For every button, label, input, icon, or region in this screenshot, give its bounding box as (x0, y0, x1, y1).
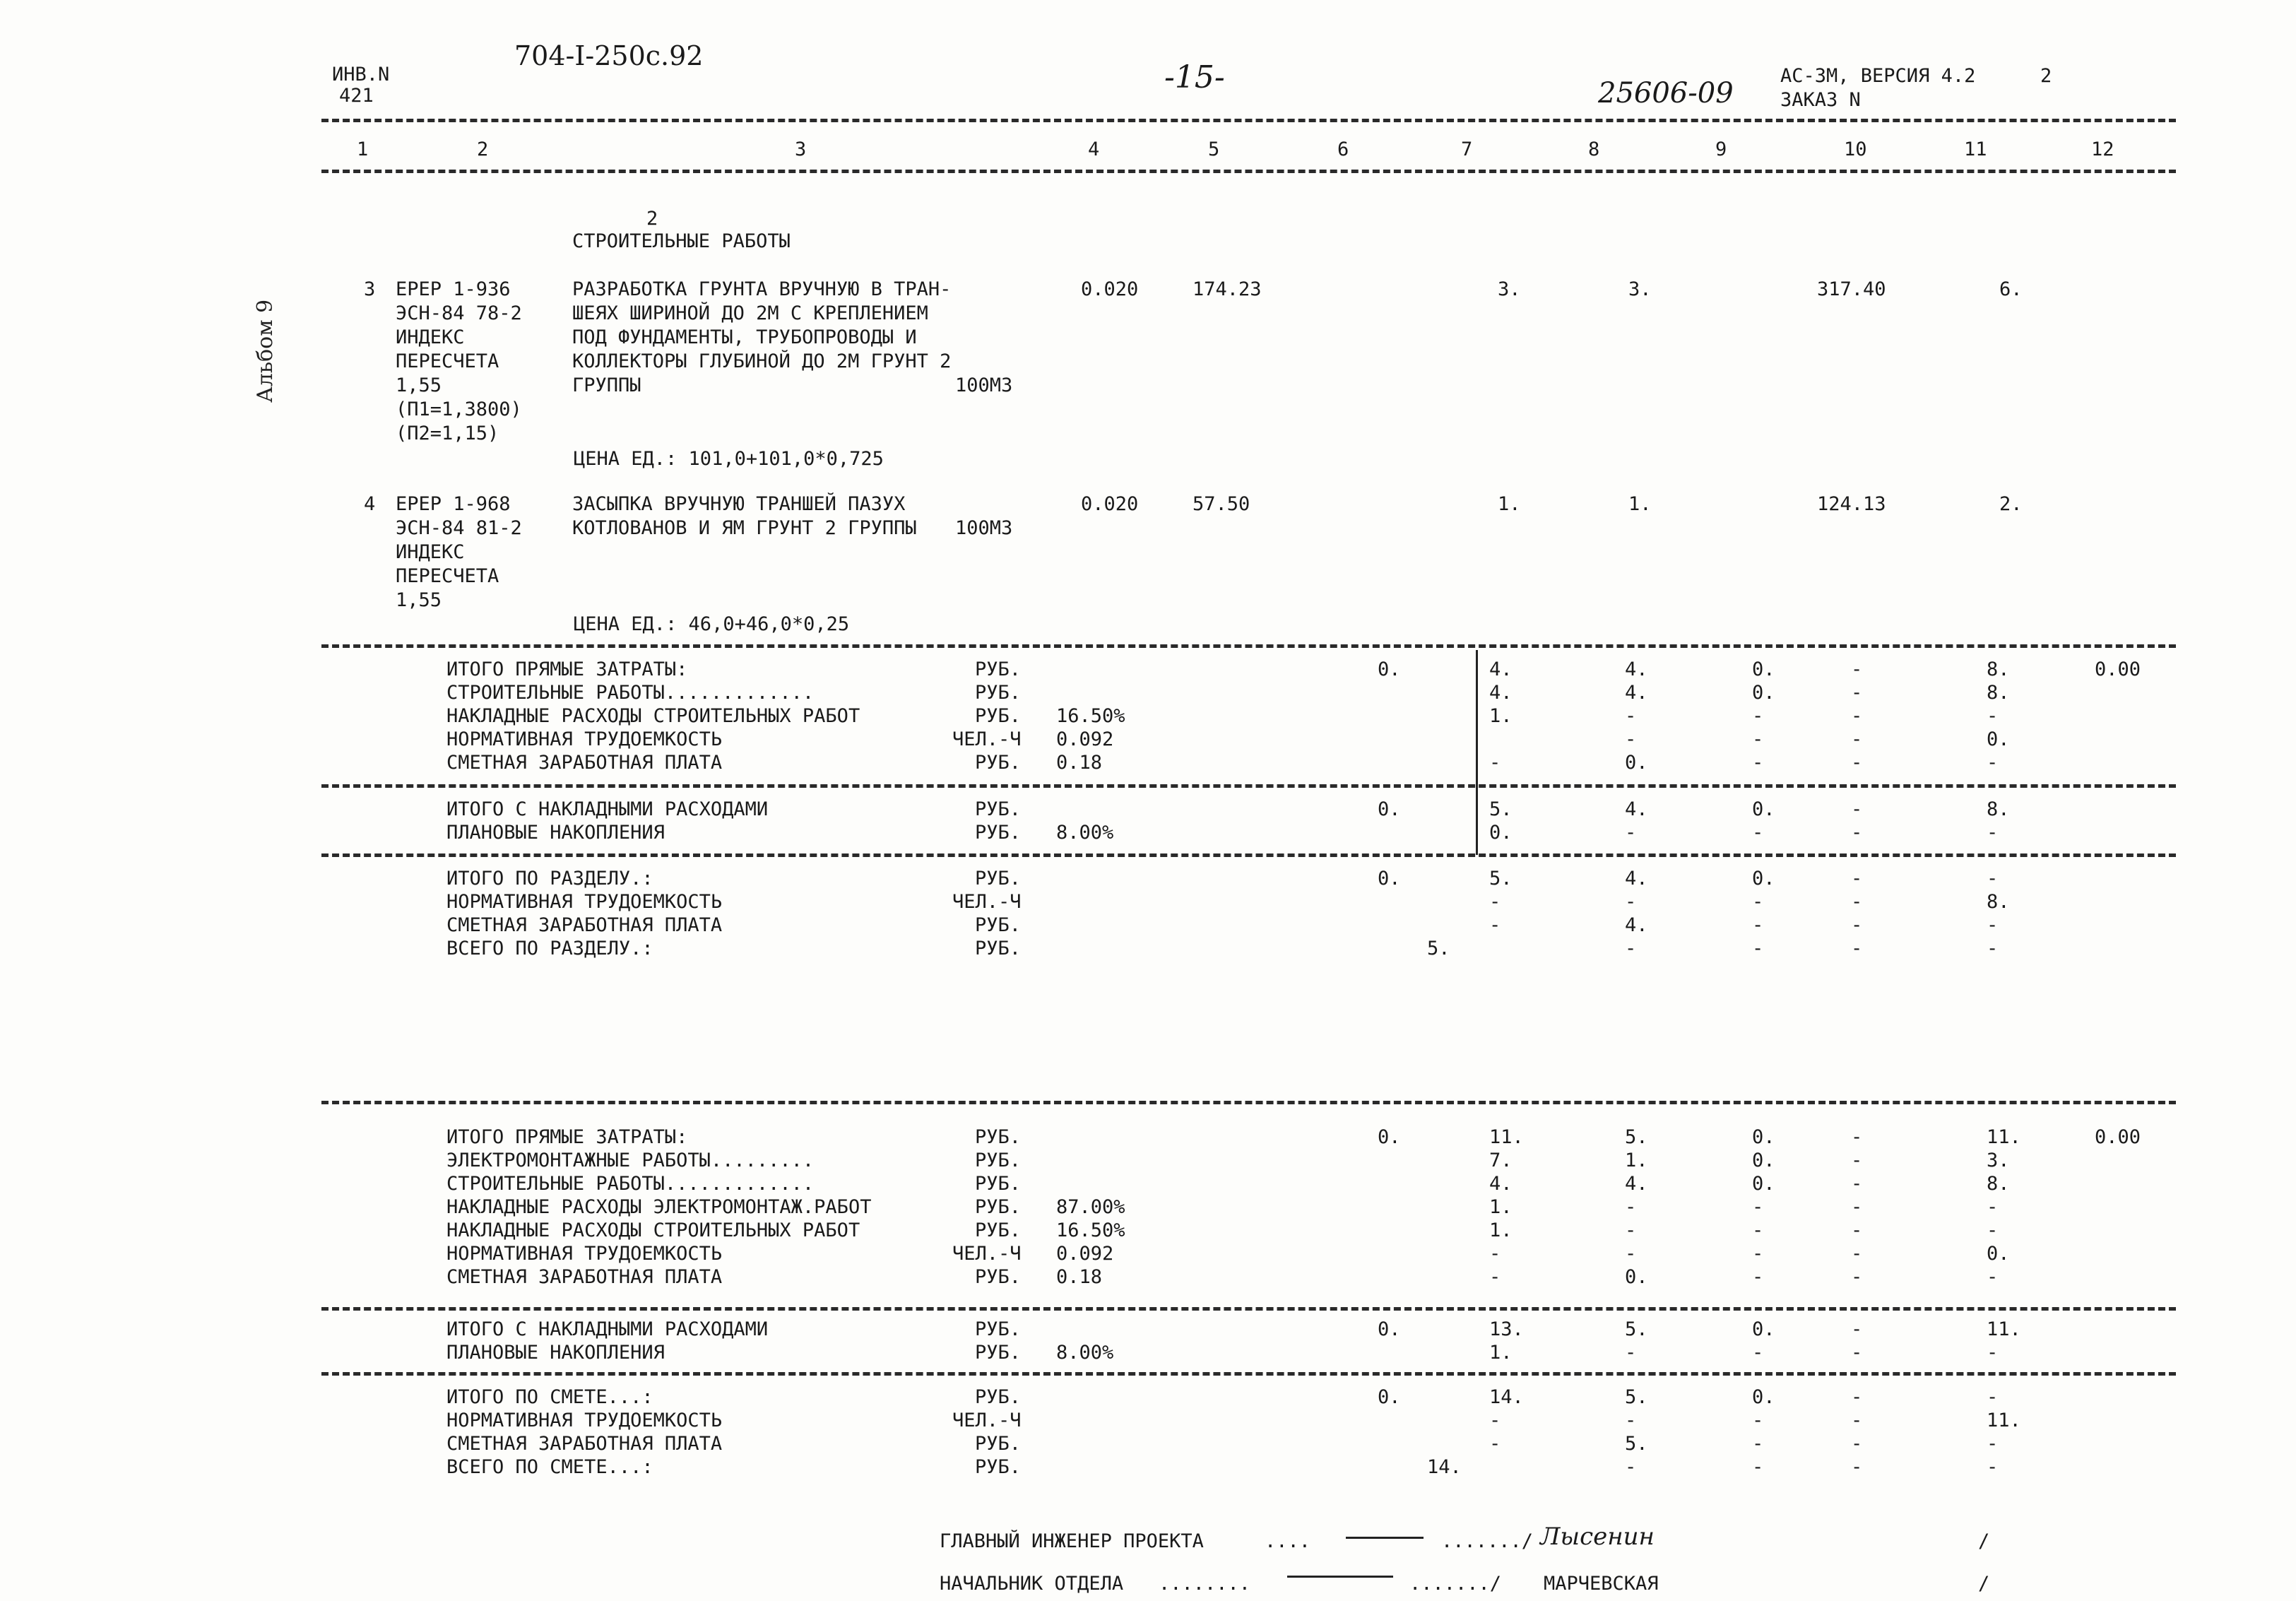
summary-value-c11: 8. (1987, 798, 2010, 820)
summary-unit: РУБ. (975, 822, 1022, 844)
summary-rate: 16.50% (1056, 1219, 1125, 1241)
summary-unit: РУБ. (975, 1150, 1022, 1171)
summary-value-c11: - (1987, 1196, 1999, 1218)
summary-value-c10: - (1851, 938, 1863, 959)
signature-name-chief-engineer: Лысенин (1540, 1523, 1655, 1551)
summary-rate: 0.18 (1056, 752, 1103, 774)
summary-value-c6: 0. (1378, 868, 1401, 890)
summary-value-c8: 0. (1625, 752, 1648, 774)
summary-value-c8: - (1625, 705, 1637, 727)
summary-value-c7: 5. (1489, 868, 1513, 890)
item-code-line: 1,55 (396, 374, 442, 396)
summary-value-c8: - (1625, 938, 1637, 959)
item-quantity: 0.020 (1081, 278, 1139, 300)
section-title: СТРОИТЕЛЬНЫЕ РАБОТЫ (572, 230, 791, 252)
summary-value-c10: - (1851, 752, 1863, 774)
summary-label: СМЕТНАЯ ЗАРАБОТНАЯ ПЛАТА (446, 1433, 723, 1455)
summary-unit: РУБ. (975, 1173, 1022, 1195)
summary-value-c10: - (1851, 822, 1863, 844)
summary-label: ВСЕГО ПО СМЕТЕ...: (446, 1456, 653, 1478)
summary-unit: РУБ. (975, 705, 1022, 727)
summary-value-c10: - (1851, 1342, 1863, 1364)
item-labor-hours: 317.40 (1817, 278, 1886, 300)
summary-label: ИТОГО ПРЯМЫЕ ЗАТРАТЫ: (446, 658, 688, 680)
item-cost-total: 1. (1498, 493, 1521, 515)
summary-unit: ЧЕЛ.-Ч (952, 728, 1022, 750)
summary-unit: ЧЕЛ.-Ч (952, 1243, 1022, 1265)
dashed-rule (321, 1372, 2176, 1376)
summary-unit: РУБ. (975, 914, 1022, 936)
summary-value-c8: 5. (1625, 1126, 1648, 1148)
summary-value-c8: 4. (1625, 658, 1648, 680)
summary-value-c11: - (1987, 1342, 1999, 1364)
item-code-line: (П2=1,15) (396, 423, 499, 444)
summary-value-c9: - (1752, 705, 1764, 727)
summary-value-c10: - (1851, 1150, 1863, 1171)
summary-rate: 0.18 (1056, 1266, 1103, 1288)
summary-value-c7: 5. (1489, 798, 1513, 820)
summary-value-c10: - (1851, 1243, 1863, 1265)
summary-value-c10: - (1851, 1318, 1863, 1340)
summary-value-c10: - (1851, 1126, 1863, 1148)
summary-value-c11: - (1987, 822, 1999, 844)
program-version: АС-3М, ВЕРСИЯ 4.2 (1780, 65, 1976, 87)
summary-value-c12: 0.00 (2095, 658, 2141, 680)
summary-value-c11: - (1987, 1266, 1999, 1288)
summary-value-c8: 5. (1625, 1318, 1648, 1340)
column-number: 6 (1337, 138, 1349, 160)
summary-value-c6: 14. (1427, 1456, 1462, 1478)
dashed-rule (321, 1101, 2176, 1104)
summary-value-c7: - (1489, 752, 1501, 774)
summary-value-c7: 1. (1489, 1196, 1513, 1218)
summary-label: НОРМАТИВНАЯ ТРУДОЕМКОСТЬ (446, 891, 723, 913)
summary-unit: РУБ. (975, 1318, 1022, 1340)
summary-unit: ЧЕЛ.-Ч (952, 891, 1022, 913)
item-unit: 100М3 (955, 517, 1013, 539)
summary-value-c9: - (1752, 914, 1764, 936)
summary-value-c6: 0. (1378, 1126, 1401, 1148)
summary-unit: РУБ. (975, 1126, 1022, 1148)
summary-value-c11: - (1987, 868, 1999, 890)
summary-value-c10: - (1851, 1410, 1863, 1431)
summary-value-c11: 11. (1987, 1410, 2021, 1431)
summary-value-c8: 4. (1625, 914, 1648, 936)
column-number: 12 (2091, 138, 2114, 160)
item-description-line: ГРУППЫ (572, 374, 641, 396)
summary-value-c8: - (1625, 891, 1637, 913)
dashed-rule (321, 644, 2176, 648)
summary-value-c6: 0. (1378, 1318, 1401, 1340)
summary-value-c11: - (1987, 705, 1999, 727)
summary-value-c9: 0. (1752, 1150, 1775, 1171)
summary-value-c6: 0. (1378, 1386, 1401, 1408)
summary-unit: РУБ. (975, 1433, 1022, 1455)
summary-value-c9: - (1752, 728, 1764, 750)
summary-rate: 87.00% (1056, 1196, 1125, 1218)
item-code-line: ПЕРЕСЧЕТА (396, 350, 499, 372)
column-number: 11 (1964, 138, 1987, 160)
signature-mark (1287, 1576, 1393, 1578)
summary-value-c12: 0.00 (2095, 1126, 2141, 1148)
summary-value-c8: - (1625, 1342, 1637, 1364)
summary-value-c7: 14. (1489, 1386, 1524, 1408)
summary-value-c9: - (1752, 1456, 1764, 1478)
margin-note: Альбом 9 (253, 299, 278, 403)
summary-value-c10: - (1851, 891, 1863, 913)
summary-label: СТРОИТЕЛЬНЫЕ РАБОТЫ............. (446, 682, 815, 704)
item-description-line: РАЗРАБОТКА ГРУНТА ВРУЧНУЮ В ТРАН- (572, 278, 952, 300)
signature-slash: / (1978, 1573, 1990, 1595)
summary-label: НОРМАТИВНАЯ ТРУДОЕМКОСТЬ (446, 1243, 723, 1265)
summary-value-c9: - (1752, 752, 1764, 774)
summary-value-c10: - (1851, 1219, 1863, 1241)
item-quantity: 0.020 (1081, 493, 1139, 515)
item-description-line: ПОД ФУНДАМЕНТЫ, ТРУБОПРОВОДЫ И (572, 326, 917, 348)
summary-label: ИТОГО С НАКЛАДНЫМИ РАСХОДАМИ (446, 1318, 769, 1340)
signature-name-department-head: МАРЧЕВСКАЯ (1544, 1573, 1659, 1595)
summary-value-c10: - (1851, 1173, 1863, 1195)
summary-unit: РУБ. (975, 1266, 1022, 1288)
summary-value-c9: 0. (1752, 1126, 1775, 1148)
summary-value-c9: - (1752, 1219, 1764, 1241)
signature-role-department-head: НАЧАЛЬНИК ОТДЕЛА (940, 1573, 1124, 1595)
signature-slash: / (1978, 1530, 1990, 1552)
doc-number: 25606-09 (1598, 77, 1734, 110)
summary-value-c11: 11. (1987, 1318, 2021, 1340)
summary-value-c6: 0. (1378, 798, 1401, 820)
item-description-line: КОЛЛЕКТОРЫ ГЛУБИНОЙ ДО 2М ГРУНТ 2 (572, 350, 952, 372)
summary-label: ЭЛЕКТРОМОНТАЖНЫЕ РАБОТЫ......... (446, 1150, 815, 1171)
column-number: 8 (1588, 138, 1600, 160)
summary-value-c11: - (1987, 1219, 1999, 1241)
summary-label: ПЛАНОВЫЕ НАКОПЛЕНИЯ (446, 822, 665, 844)
summary-value-c11: 0. (1987, 1243, 2010, 1265)
summary-value-c9: - (1752, 891, 1764, 913)
item-wage: 6. (1999, 278, 2023, 300)
summary-label: СМЕТНАЯ ЗАРАБОТНАЯ ПЛАТА (446, 914, 723, 936)
summary-value-c7: 7. (1489, 1150, 1513, 1171)
column-number: 2 (477, 138, 489, 160)
summary-label: ИТОГО ПРЯМЫЕ ЗАТРАТЫ: (446, 1126, 688, 1148)
summary-rate: 8.00% (1056, 1342, 1114, 1364)
summary-unit: РУБ. (975, 868, 1022, 890)
item-price-formula: ЦЕНА ЕД.: 46,0+46,0*0,25 (574, 613, 850, 635)
summary-value-c9: 0. (1752, 682, 1775, 704)
summary-rate: 0.092 (1056, 1243, 1114, 1265)
summary-value-c8: - (1625, 1243, 1637, 1265)
summary-value-c7: 1. (1489, 1342, 1513, 1364)
column-number: 1 (357, 138, 369, 160)
column-number: 7 (1461, 138, 1473, 160)
summary-label: ИТОГО ПО СМЕТЕ...: (446, 1386, 653, 1408)
summary-value-c11: - (1987, 1456, 1999, 1478)
signature-dots: ......./ (1441, 1530, 1534, 1552)
summary-label: НАКЛАДНЫЕ РАСХОДЫ СТРОИТЕЛЬНЫХ РАБОТ (446, 1219, 860, 1241)
summary-value-c10: - (1851, 868, 1863, 890)
summary-value-c8: 1. (1625, 1150, 1648, 1171)
summary-unit: РУБ. (975, 798, 1022, 820)
item-cost-labor: 1. (1628, 493, 1652, 515)
inv-label: ИНВ.N (332, 64, 390, 85)
summary-rate: 0.092 (1056, 728, 1114, 750)
summary-label: ИТОГО ПО РАЗДЕЛУ.: (446, 868, 653, 890)
summary-value-c8: 5. (1625, 1386, 1648, 1408)
inv-number: 421 (339, 85, 374, 107)
summary-rate: 16.50% (1056, 705, 1125, 727)
summary-value-c9: 0. (1752, 1173, 1775, 1195)
summary-value-c9: - (1752, 938, 1764, 959)
summary-value-c7: - (1489, 1433, 1501, 1455)
item-code-line: ЭСН-84 81-2 (396, 517, 522, 539)
summary-label: НОРМАТИВНАЯ ТРУДОЕМКОСТЬ (446, 1410, 723, 1431)
signature-dots: ........ (1159, 1573, 1251, 1595)
summary-value-c9: 0. (1752, 1386, 1775, 1408)
summary-value-c8: 4. (1625, 798, 1648, 820)
summary-value-c9: - (1752, 822, 1764, 844)
item-code-line: ЕРЕР 1-968 (396, 493, 511, 515)
summary-value-c10: - (1851, 1433, 1863, 1455)
summary-unit: РУБ. (975, 938, 1022, 959)
summary-value-c8: - (1625, 1410, 1637, 1431)
summary-value-c8: - (1625, 728, 1637, 750)
summary-value-c7: 11. (1489, 1126, 1524, 1148)
summary-value-c8: - (1625, 1219, 1637, 1241)
column-number: 9 (1715, 138, 1727, 160)
summary-label: ИТОГО С НАКЛАДНЫМИ РАСХОДАМИ (446, 798, 769, 820)
item-unit-price: 174.23 (1193, 278, 1262, 300)
summary-value-c7: - (1489, 1266, 1501, 1288)
summary-value-c9: - (1752, 1410, 1764, 1431)
summary-value-c11: 8. (1987, 682, 2010, 704)
summary-value-c10: - (1851, 1266, 1863, 1288)
summary-label: НОРМАТИВНАЯ ТРУДОЕМКОСТЬ (446, 728, 723, 750)
summary-unit: РУБ. (975, 1342, 1022, 1364)
summary-value-c11: 3. (1987, 1150, 2010, 1171)
item-number: 4 (364, 493, 376, 515)
summary-value-c10: - (1851, 658, 1863, 680)
summary-value-c10: - (1851, 728, 1863, 750)
summary-value-c8: 5. (1625, 1433, 1648, 1455)
summary-label: ПЛАНОВЫЕ НАКОПЛЕНИЯ (446, 1342, 665, 1364)
summary-label: НАКЛАДНЫЕ РАСХОДЫ ЭЛЕКТРОМОНТАЖ.РАБОТ (446, 1196, 872, 1218)
summary-value-c9: 0. (1752, 798, 1775, 820)
summary-value-c8: 4. (1625, 682, 1648, 704)
item-cost-total: 3. (1498, 278, 1521, 300)
summary-value-c7: 13. (1489, 1318, 1524, 1340)
summary-value-c9: - (1752, 1266, 1764, 1288)
dashed-rule (321, 170, 2176, 173)
pen-stroke (1476, 650, 1478, 855)
item-code-line: ИНДЕКС (396, 541, 465, 563)
summary-value-c6: 5. (1427, 938, 1450, 959)
signature-dots: .... (1265, 1530, 1311, 1552)
dashed-rule (321, 784, 2176, 788)
item-cost-labor: 3. (1628, 278, 1652, 300)
summary-value-c7: - (1489, 1243, 1501, 1265)
signature-mark (1346, 1537, 1424, 1539)
summary-value-c10: - (1851, 1196, 1863, 1218)
summary-value-c9: 0. (1752, 658, 1775, 680)
summary-unit: РУБ. (975, 1456, 1022, 1478)
item-labor-hours: 124.13 (1817, 493, 1886, 515)
summary-value-c7: 0. (1489, 822, 1513, 844)
summary-value-c9: - (1752, 1433, 1764, 1455)
summary-value-c9: - (1752, 1342, 1764, 1364)
summary-unit: РУБ. (975, 1386, 1022, 1408)
dashed-rule (321, 853, 2176, 857)
dashed-rule (321, 1307, 2176, 1311)
signature-dots: ......./ (1409, 1573, 1502, 1595)
summary-unit: РУБ. (975, 682, 1022, 704)
summary-label: ВСЕГО ПО РАЗДЕЛУ.: (446, 938, 653, 959)
summary-value-c7: - (1489, 891, 1501, 913)
column-number: 4 (1088, 138, 1100, 160)
summary-value-c9: 0. (1752, 868, 1775, 890)
summary-value-c11: 0. (1987, 728, 2010, 750)
summary-value-c10: - (1851, 1456, 1863, 1478)
item-code-line: ПЕРЕСЧЕТА (396, 565, 499, 587)
item-wage: 2. (1999, 493, 2023, 515)
summary-label: СМЕТНАЯ ЗАРАБОТНАЯ ПЛАТА (446, 1266, 723, 1288)
item-price-formula: ЦЕНА ЕД.: 101,0+101,0*0,725 (574, 448, 884, 470)
project-code: 704-I-250с.92 (514, 40, 704, 71)
summary-value-c8: - (1625, 1456, 1637, 1478)
summary-rate: 8.00% (1056, 822, 1114, 844)
summary-value-c8: - (1625, 822, 1637, 844)
program-extra: 2 (2040, 65, 2052, 87)
summary-value-c7: 4. (1489, 682, 1513, 704)
item-description-line: ЗАСЫПКА ВРУЧНУЮ ТРАНШЕЙ ПАЗУХ (572, 493, 906, 515)
summary-value-c10: - (1851, 798, 1863, 820)
summary-value-c9: - (1752, 1243, 1764, 1265)
summary-value-c8: - (1625, 1196, 1637, 1218)
item-code-line: ИНДЕКС (396, 326, 465, 348)
summary-value-c7: - (1489, 914, 1501, 936)
item-description-line: КОТЛОВАНОВ И ЯМ ГРУНТ 2 ГРУППЫ (572, 517, 917, 539)
item-unit-price: 57.50 (1193, 493, 1250, 515)
item-code-line: 1,55 (396, 589, 442, 611)
page-number: -15- (1164, 59, 1225, 95)
summary-label: СМЕТНАЯ ЗАРАБОТНАЯ ПЛАТА (446, 752, 723, 774)
summary-value-c8: 0. (1625, 1266, 1648, 1288)
summary-unit: РУБ. (975, 658, 1022, 680)
dashed-rule (321, 119, 2176, 122)
item-number: 3 (364, 278, 376, 300)
summary-value-c10: - (1851, 914, 1863, 936)
summary-value-c11: - (1987, 1433, 1999, 1455)
summary-value-c10: - (1851, 705, 1863, 727)
summary-value-c11: - (1987, 752, 1999, 774)
item-description-line: ШЕЯХ ШИРИНОЙ ДО 2М С КРЕПЛЕНИЕМ (572, 302, 928, 324)
summary-value-c6: 0. (1378, 658, 1401, 680)
summary-value-c11: 8. (1987, 1173, 2010, 1195)
summary-label: НАКЛАДНЫЕ РАСХОДЫ СТРОИТЕЛЬНЫХ РАБОТ (446, 705, 860, 727)
column-number: 10 (1844, 138, 1867, 160)
summary-value-c9: - (1752, 1196, 1764, 1218)
summary-value-c7: 1. (1489, 705, 1513, 727)
summary-value-c11: - (1987, 1386, 1999, 1408)
summary-value-c7: - (1489, 1410, 1501, 1431)
order-label: ЗАКАЗ N (1780, 89, 1861, 111)
summary-value-c8: 4. (1625, 1173, 1648, 1195)
item-code-line: ЭСН-84 78-2 (396, 302, 522, 324)
summary-value-c8: 4. (1625, 868, 1648, 890)
signature-role-chief-engineer: ГЛАВНЫЙ ИНЖЕНЕР ПРОЕКТА (940, 1530, 1204, 1552)
item-code-line: ЕРЕР 1-936 (396, 278, 511, 300)
summary-value-c11: - (1987, 938, 1999, 959)
summary-value-c11: 11. (1987, 1126, 2021, 1148)
column-number: 3 (795, 138, 807, 160)
summary-label: СТРОИТЕЛЬНЫЕ РАБОТЫ............. (446, 1173, 815, 1195)
column-number: 5 (1208, 138, 1220, 160)
section-number: 2 (646, 208, 658, 230)
summary-value-c11: 8. (1987, 891, 2010, 913)
summary-value-c9: 0. (1752, 1318, 1775, 1340)
summary-value-c10: - (1851, 1386, 1863, 1408)
summary-unit: РУБ. (975, 752, 1022, 774)
summary-value-c7: 4. (1489, 1173, 1513, 1195)
item-code-line: (П1=1,3800) (396, 398, 522, 420)
summary-unit: ЧЕЛ.-Ч (952, 1410, 1022, 1431)
summary-unit: РУБ. (975, 1196, 1022, 1218)
summary-value-c10: - (1851, 682, 1863, 704)
summary-value-c11: - (1987, 914, 1999, 936)
summary-unit: РУБ. (975, 1219, 1022, 1241)
summary-value-c7: 4. (1489, 658, 1513, 680)
summary-value-c7: 1. (1489, 1219, 1513, 1241)
item-unit: 100М3 (955, 374, 1013, 396)
summary-value-c11: 8. (1987, 658, 2010, 680)
